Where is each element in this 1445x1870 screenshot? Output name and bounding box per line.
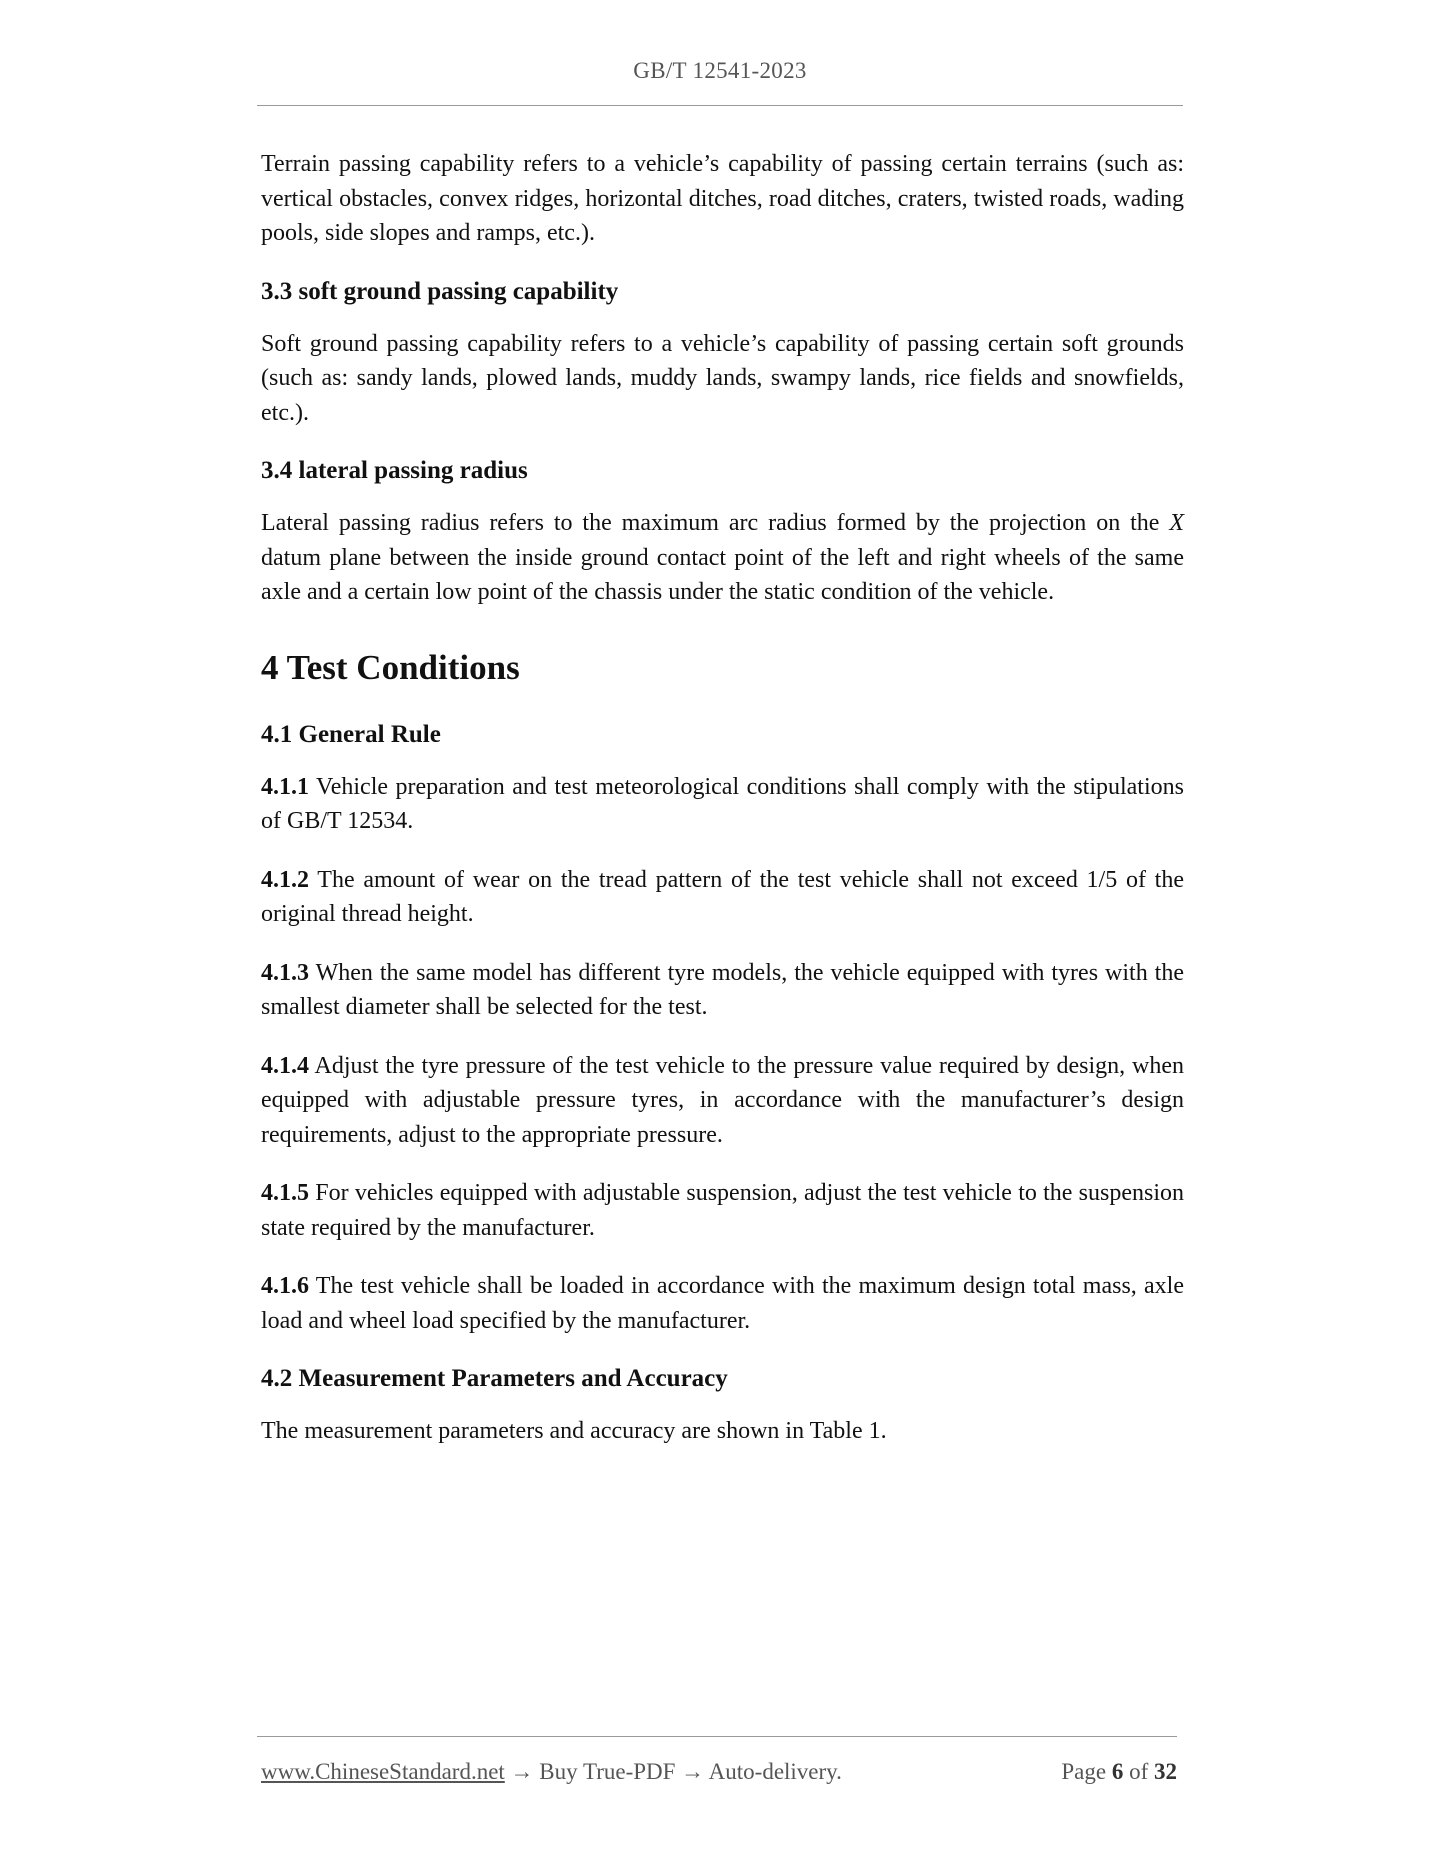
- clause-number: 4.1.6: [261, 1273, 309, 1299]
- lateral-radius-paragraph: [261, 506, 1184, 610]
- clause-4-1-3: [261, 956, 1184, 1025]
- current-page: 6: [1111, 1759, 1124, 1784]
- terrain-passing-paragraph: Terrain passing capability refers to a vehicle’s capability of passing certain terrains (such as: vertical obstacles, convex ridges, horizontal ditches, road ditches, craters, twisted roads, wading pools, side slopes and ramps, etc.).: [261, 151, 1184, 246]
- clause-number: 4.1.2: [261, 866, 309, 893]
- document-body: [261, 147, 1184, 1473]
- footer-promo-text: → Buy True-PDF → Auto-delivery.: [510, 1759, 842, 1784]
- clause-4-1-5: [261, 1176, 1184, 1245]
- clause-text: Vehicle preparation and test meteorological conditions shall comply with the stipulations of GB/T 12534.: [261, 773, 1184, 834]
- heading-4-2: 4.2 Measurement Parameters and Accuracy: [261, 1365, 728, 1392]
- clause-4-1-1: [261, 770, 1184, 839]
- chinesestandard-link[interactable]: www.ChineseStandard.net: [261, 1759, 505, 1784]
- heading-3-4: 3.4 lateral passing radius: [261, 457, 528, 484]
- page-number: [1061, 1759, 1177, 1785]
- standard-number: GB/T 12541-2023: [633, 58, 807, 83]
- clause-4-1-2: [261, 863, 1184, 932]
- clause-number: 4.1.1: [261, 773, 309, 800]
- heading-4: 4 Test Conditions: [261, 647, 520, 687]
- footer-divider: [257, 1736, 1177, 1737]
- clause-text: The amount of wear on the tread pattern of the test vehicle shall not exceed 1/5 of the original thread height.: [261, 866, 1184, 927]
- lateral-radius-text-a: Lateral passing radius refers to the maximum arc radius formed by the projection on the: [261, 510, 1160, 536]
- page-footer: [261, 1759, 1177, 1785]
- soft-ground-paragraph: Soft ground passing capability refers to a vehicle’s capability of passing certain soft grounds (such as: sandy lands, plowed lands, muddy lands, swampy lands, rice fields and snowfields, etc.).: [261, 330, 1184, 426]
- clause-text: For vehicles equipped with adjustable suspension, adjust the test vehicle to the suspension state required by the manufacturer.: [261, 1180, 1185, 1241]
- clause-number: 4.1.3: [261, 959, 309, 986]
- page-label: Page: [1061, 1759, 1107, 1784]
- lateral-radius-text-b: datum plane between the inside ground contact point of the left and right wheels of the same axle and a certain low point of the chassis under the static condition of the vehicle.: [261, 544, 1184, 605]
- clause-text: The test vehicle shall be loaded in accordance with the maximum design total mass, axle load and wheel load specified by the manufacturer.: [261, 1273, 1184, 1334]
- clause-number: 4.1.4: [261, 1052, 309, 1079]
- clause-number: 4.1.5: [261, 1180, 309, 1206]
- total-pages: 32: [1154, 1759, 1177, 1784]
- measurement-paragraph: The measurement parameters and accuracy are shown in Table 1.: [261, 1418, 887, 1444]
- clause-text: When the same model has different tyre models, the vehicle equipped with tyres with the smallest diameter shall be selected for the test.: [261, 959, 1184, 1020]
- clause-4-1-6: [261, 1269, 1184, 1338]
- heading-3-3: 3.3 soft ground passing capability: [261, 277, 619, 305]
- footer-promo: [261, 1759, 842, 1784]
- header-divider: [257, 105, 1183, 106]
- page-header: [257, 58, 1183, 84]
- x-symbol: X: [1169, 510, 1184, 536]
- heading-4-1: 4.1 General Rule: [261, 720, 441, 748]
- page-of-label: of: [1129, 1759, 1149, 1784]
- clause-text: Adjust the tyre pressure of the test vehicle to the pressure value required by design, when equipped with adjustable pressure tyres, in accordance with the manufacturer’s design requirements, adjust to the appropriate pressure.: [261, 1052, 1184, 1148]
- clause-4-1-4: [261, 1049, 1184, 1153]
